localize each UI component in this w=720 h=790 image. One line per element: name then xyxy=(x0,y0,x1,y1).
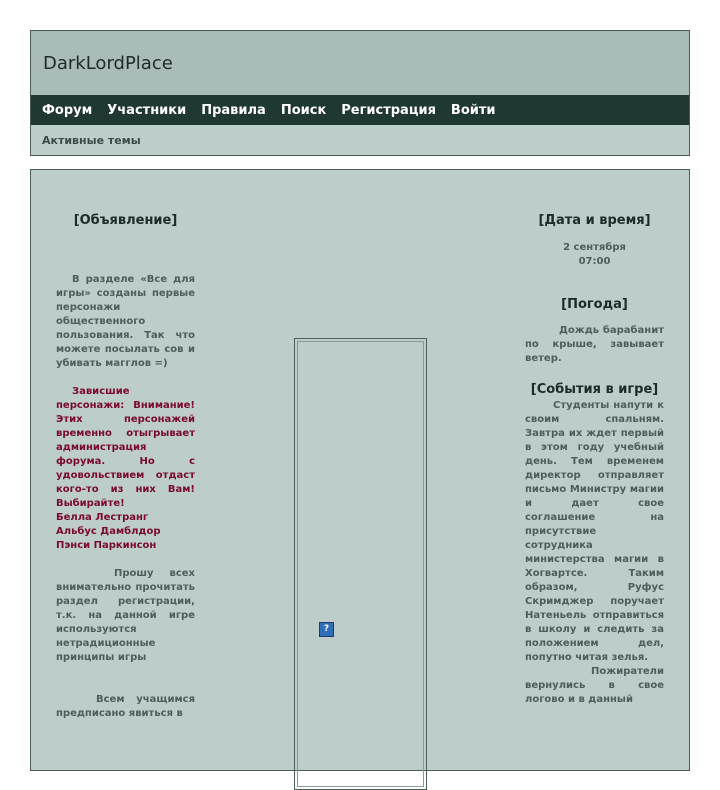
site-title[interactable]: DarkLordPlace xyxy=(43,53,173,74)
active-topics-link[interactable]: Активные темы xyxy=(42,133,141,147)
announcement-title: [Объявление] xyxy=(73,213,178,228)
broken-image-icon: ? xyxy=(319,622,334,637)
nav-rules[interactable]: Правила xyxy=(201,102,266,118)
students-notice: Всем учащимся предписано явиться в xyxy=(56,694,195,719)
center-frame-inner xyxy=(297,341,424,787)
announcement-paragraph: В разделе «Все для игры» созданы первые персонажи общественного пользования. Так что можете посылать сов и убивать магглов =) xyxy=(56,274,195,369)
main-navigation xyxy=(31,95,689,125)
character-list-item[interactable]: Белла Лестранг xyxy=(56,512,149,523)
main-content xyxy=(30,169,690,771)
site-header xyxy=(30,30,690,156)
info-column xyxy=(525,170,664,707)
nav-search[interactable]: Поиск xyxy=(280,102,327,118)
sub-navigation xyxy=(31,125,689,155)
date-time-title: [Дата и время] xyxy=(538,213,651,228)
registration-notice: Прошу всех внимательно прочитать раздел регистрации, т.к. на данной игре используются нетрадиционные принципы игры xyxy=(56,568,195,663)
events-paragraph-continued: Пожиратели вернулись в свое логово и в данный xyxy=(525,666,665,705)
character-list-item[interactable]: Альбус Дамблдор xyxy=(56,526,161,537)
abandoned-characters-notice: Зависшие персонажи: Внимание! Этих персонажей временно отыгрывает администрация форума. Но с удовольствием отдаст кого-то из них Вам! Выбирайте! xyxy=(56,386,195,509)
game-time: 07:00 xyxy=(578,256,611,267)
events-title: [События в игре] xyxy=(530,382,659,397)
nav-login[interactable]: Войти xyxy=(450,102,496,118)
nav-forum[interactable]: Форум xyxy=(42,102,93,118)
weather-title: [Погода] xyxy=(561,297,628,312)
nav-register[interactable]: Регистрация xyxy=(341,102,436,118)
center-frame xyxy=(294,338,427,790)
events-paragraph: Студенты напути к своим спальням. Завтра их ждет первый в этом году учебный день. Тем временем директор отправляет письмо Министру магии и дает свое соглашение на присутствие сотрудника министерства магии в Хогвартсе. Таким образом, Руфус Скримджер поручает Натеньель отправиться в школу и следить за положением дел, попутно читая зелья. xyxy=(525,400,664,663)
game-date: 2 сентября xyxy=(563,242,626,253)
weather-text: Дождь барабанит по крыше, завывает ветер. xyxy=(525,325,664,364)
nav-members[interactable]: Участники xyxy=(107,102,187,118)
character-list-item[interactable]: Пэнси Паркинсон xyxy=(56,540,157,551)
announcement-column xyxy=(56,170,195,721)
